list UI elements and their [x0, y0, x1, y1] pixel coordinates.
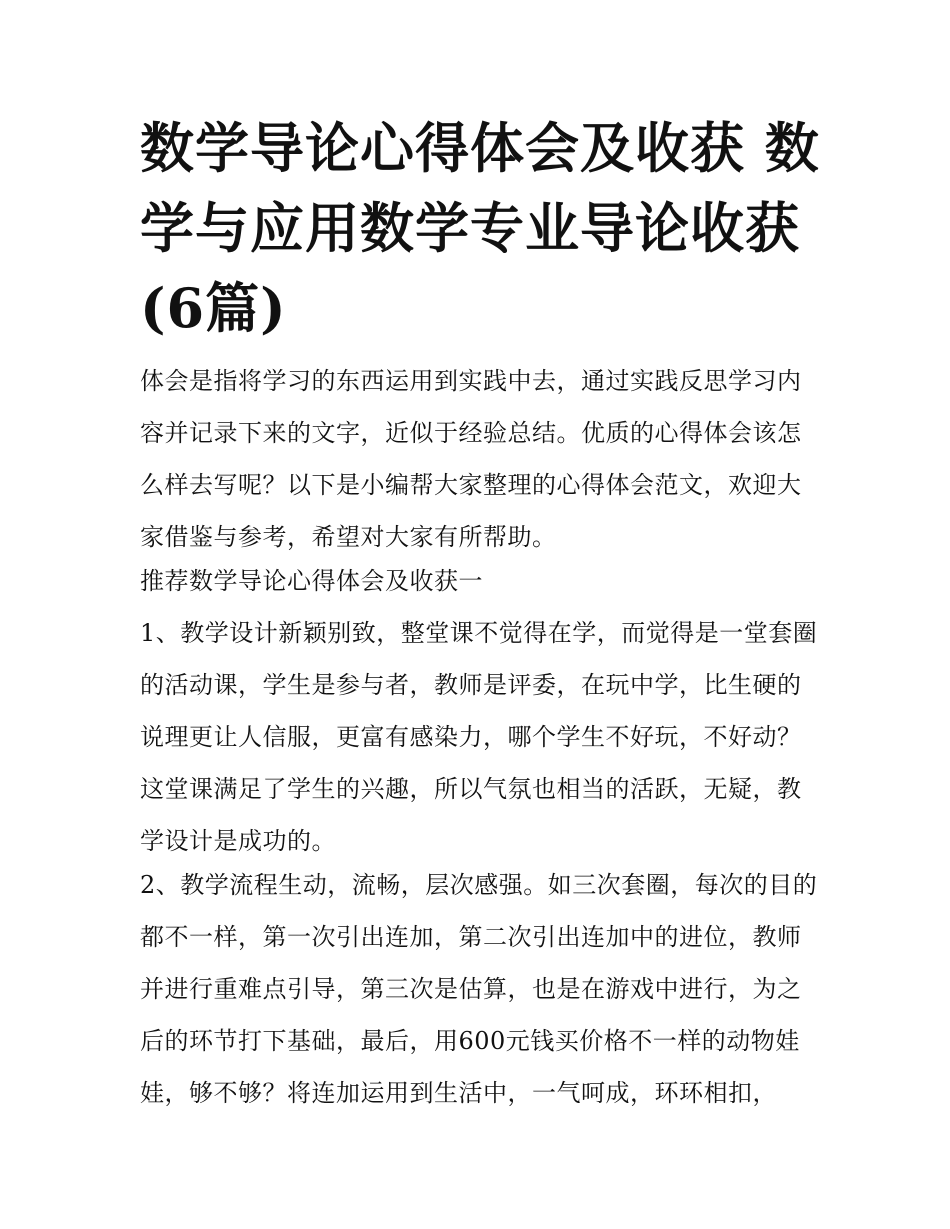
- list-item: 1、教学设计新颖别致，整堂课不觉得在学，而觉得是一堂套圈的活动课，学生是参与者，教师是评委，在玩中学，比生硬的说理更让人信服，更富有感染力，哪个学生不好玩，不好动？这堂课满足了学生的兴趣，所以气氛也相当的活跃，无疑，教学设计是成功的。: [140, 619, 818, 855]
- list-item: 2、教学流程生动，流畅，层次感强。如三次套圈，每次的目的都不一样，第一次引出连加，第二次引出连加中的进位，教师并进行重难点引导，第三次是估算，也是在游戏中进行，为之后的环节打下基础，最后，用600元钱买价格不一样的动物娃娃，够不够？将连加运用到生活中，一气呵成，环环相扣，: [140, 871, 818, 1107]
- section-heading: 推荐数学导论心得体会及收获一: [140, 567, 483, 595]
- document-title: 数学导论心得体会及收获 数学与应用数学专业导论收获(6篇): [140, 116, 820, 340]
- intro-paragraph: 体会是指将学习的东西运用到实践中去，通过实践反思学习内容并记录下来的文字，近似于经验总结。优质的心得体会该怎么样去写呢？以下是小编帮大家整理的心得体会范文，欢迎大家借鉴与参考，希望对大家有所帮助。: [140, 367, 802, 551]
